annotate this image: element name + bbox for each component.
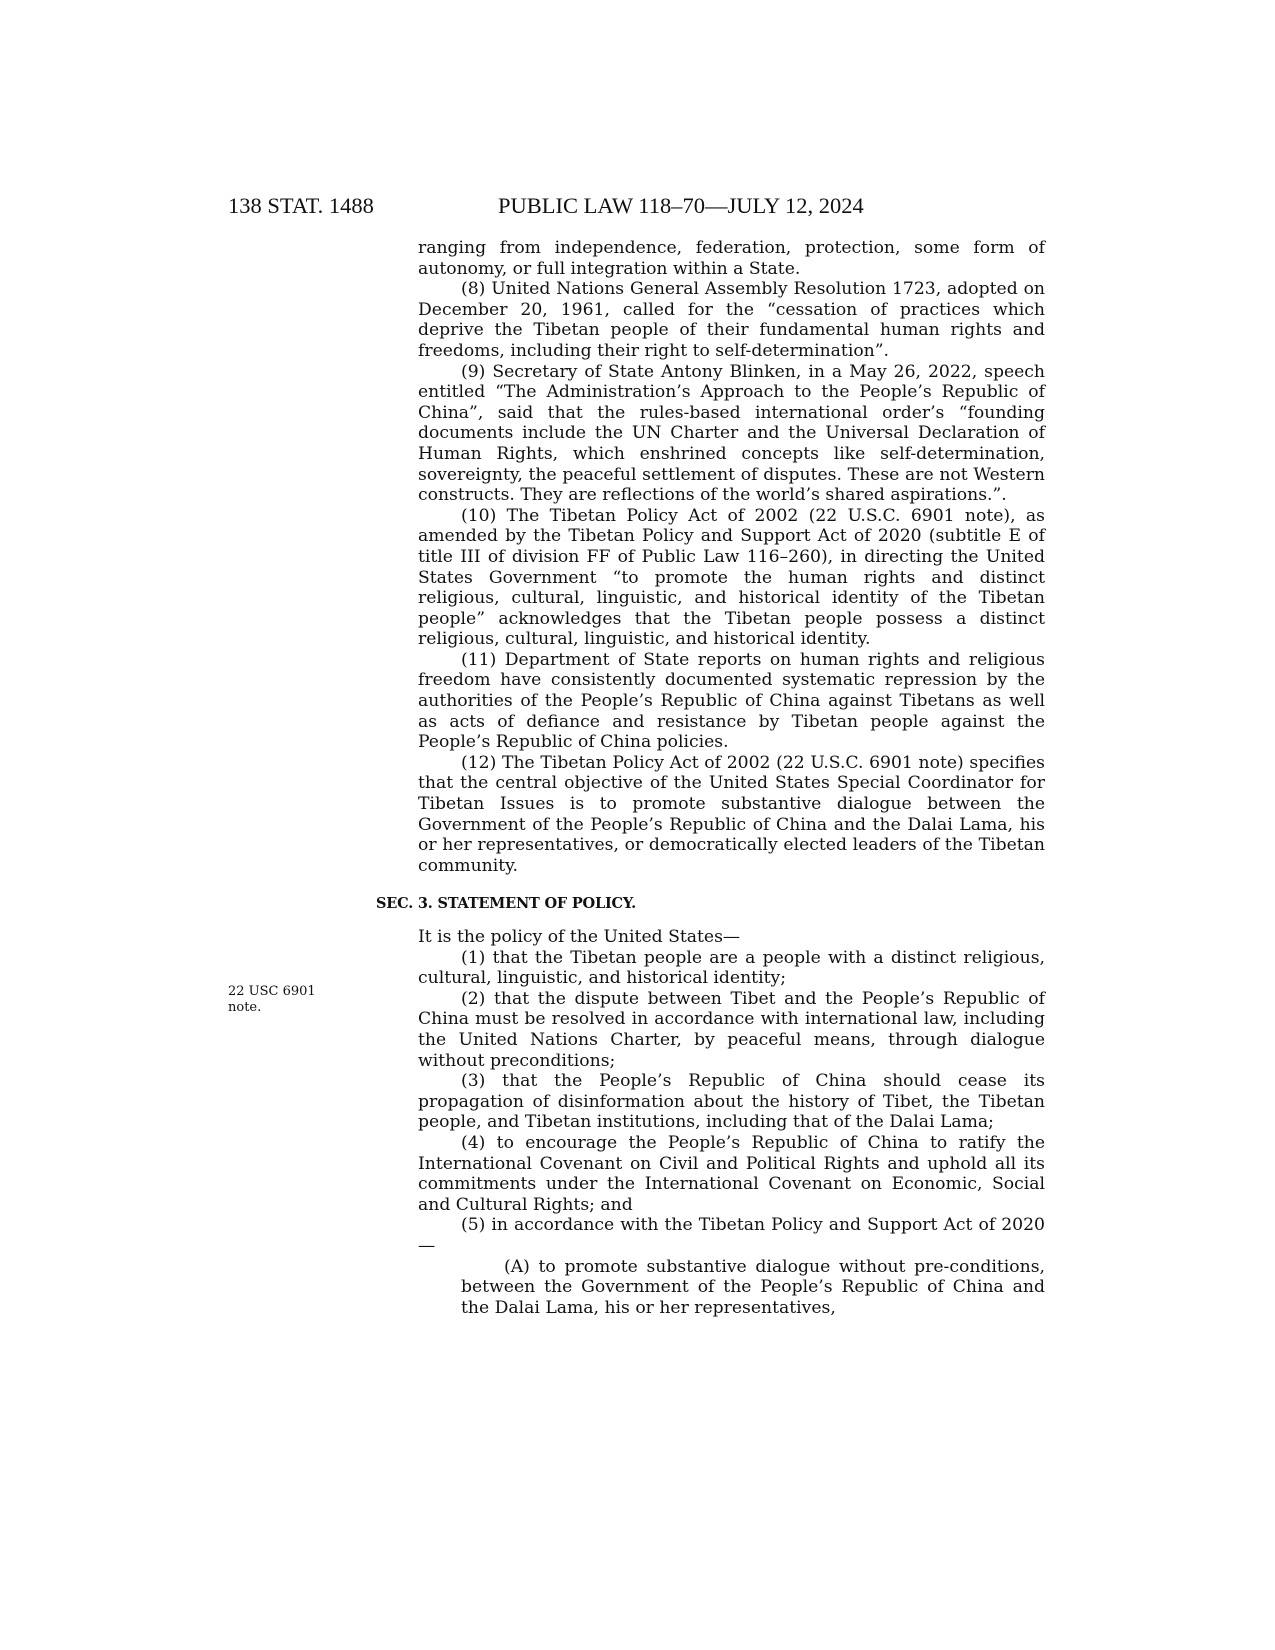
policy-item-1: (1) that the Tibetan people are a people with a distinct religious, cultural, linguistic, and historical identity; bbox=[418, 947, 1045, 989]
page-header bbox=[228, 191, 928, 221]
law-title: PUBLIC LAW 118–70—JULY 12, 2024 bbox=[498, 193, 864, 218]
statute-citation: 138 STAT. 1488 bbox=[228, 193, 374, 218]
paragraph-8: (8) United Nations General Assembly Resolution 1723, adopted on December 20, 1961, called for the “cessation of practices which deprive the Tibetan people of their fundamental human rights and freedoms, including their right to self-determination”. bbox=[418, 279, 1045, 361]
policy-subitem-a: (A) to promote substantive dialogue without pre-conditions, between the Government of the People’s Republic of China and the Dalai Lama, his or her representatives, bbox=[461, 1256, 1045, 1318]
paragraph-12: (12) The Tibetan Policy Act of 2002 (22 U.S.C. 6901 note) specifies that the central objective of the United States Special Coordinator for Tibetan Issues is to promote substantive dialogue between the Government of the People’s Republic of China and the Dalai Lama, his or her representatives, or democratically elected leaders of the Tibetan community. bbox=[418, 752, 1045, 876]
section-intro: It is the policy of the United States— bbox=[418, 927, 741, 947]
policy-item-3: (3) that the People’s Republic of China should cease its propagation of disinformation about the history of Tibet, the Tibetan people, and Tibetan institutions, including that of the Dalai Lama; bbox=[418, 1071, 1045, 1133]
policy-item-2: (2) that the dispute between Tibet and the People’s Republic of China must be resolved in accordance with international law, including the United Nations Charter, by peaceful means, through dialogue without preconditions; bbox=[418, 988, 1045, 1071]
policy-item-5: (5) in accordance with the Tibetan Policy and Support Act of 2020— bbox=[418, 1215, 1045, 1256]
margin-note: 22 USC 6901 note. bbox=[228, 984, 316, 1015]
body-text bbox=[376, 238, 1045, 1318]
paragraph-continuation: ranging from independence, federation, protection, some form of autonomy, or full integration within a State. bbox=[418, 238, 1045, 279]
paragraph-10: (10) The Tibetan Policy Act of 2002 (22 U.S.C. 6901 note), as amended by the Tibetan Policy and Support Act of 2020 (subtitle E of title III of division FF of Public Law 116–260), in directing the United States Government “to promote the human rights and distinct religious, cultural, linguistic, and historical identity of the Tibetan people” acknowledges that the Tibetan people possess a distinct religious, cultural, linguistic, and historical identity. bbox=[418, 505, 1045, 650]
paragraph-9: (9) Secretary of State Antony Blinken, in a May 26, 2022, speech entitled “The Administration’s Approach to the People’s Republic of China”, said that the rules-based international order’s “founding documents include the UN Charter and the Universal Declaration of Human Rights, which enshrined concepts like self-determination, sovereignty, the peaceful settlement of disputes. These are not Western constructs. They are reflections of the world’s shared aspirations.”. bbox=[418, 361, 1045, 506]
paragraph-11: (11) Department of State reports on human rights and religious freedom have consistently documented systematic repression by the authorities of the People’s Republic of China against Tibetans as well as acts of defiance and resistance by Tibetan people against the People’s Republic of China policies. bbox=[418, 649, 1045, 753]
policy-item-4: (4) to encourage the People’s Republic of China to ratify the International Covenant on Civil and Political Rights and uphold all its commitments under the International Covenant on Economic, Social and Cultural Rights; and bbox=[418, 1132, 1045, 1215]
section-heading: SEC. 3. STATEMENT OF POLICY. bbox=[376, 895, 637, 913]
